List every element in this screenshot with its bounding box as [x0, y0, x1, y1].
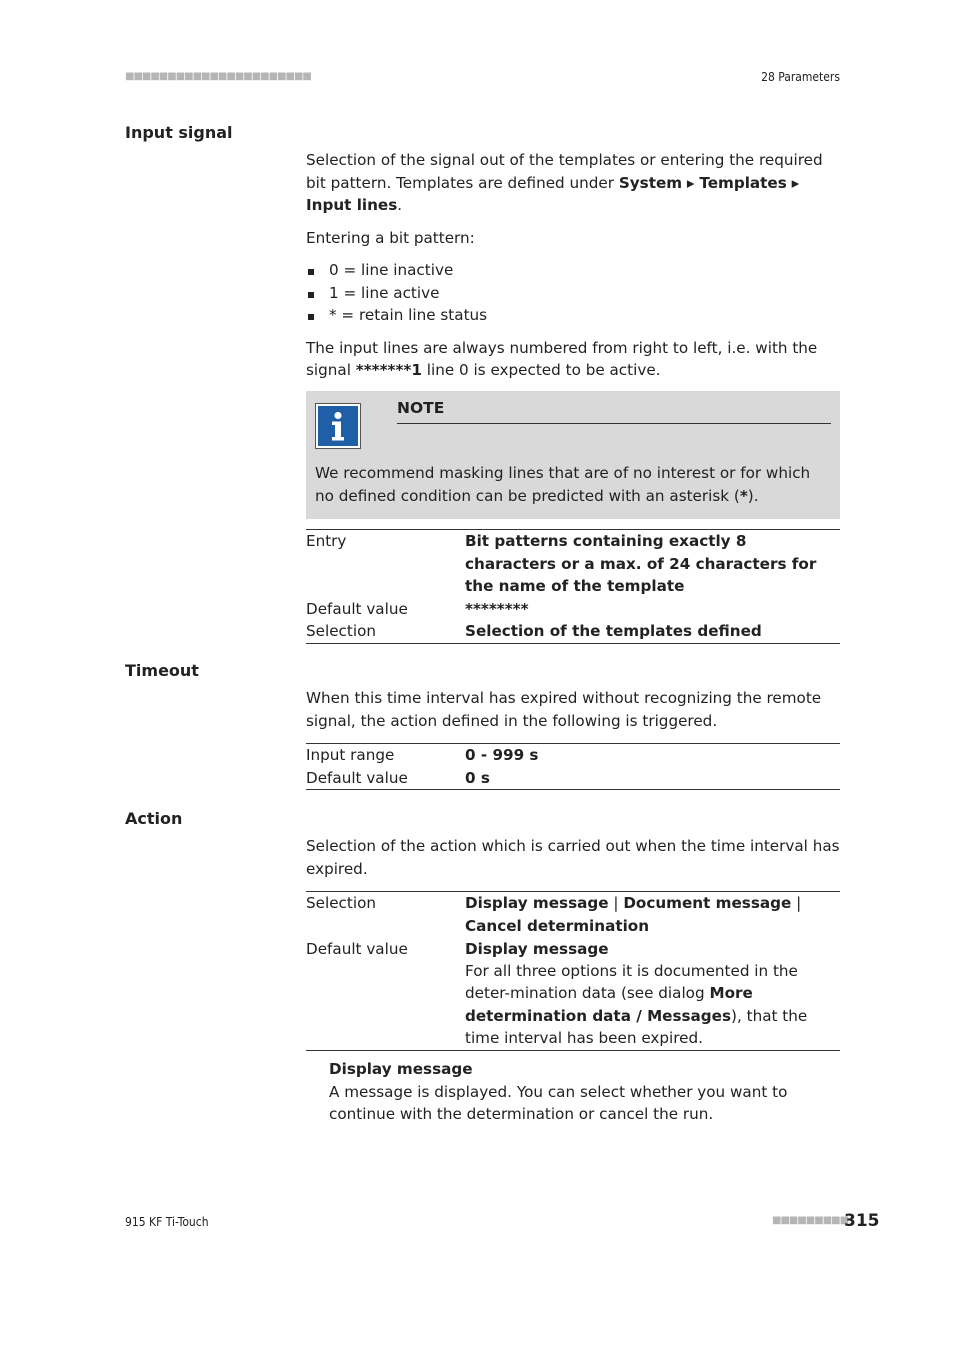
table-row	[306, 767, 840, 790]
row-key: Default value	[306, 599, 408, 618]
table-row	[306, 892, 840, 937]
option-document-message: Document message	[623, 894, 792, 912]
arrow: ▸	[786, 173, 800, 192]
row-value: Selection of the templates defined	[465, 622, 762, 640]
action-description: Selection of the action which is carried out when the time interval has expired.	[306, 837, 840, 878]
footer-dots: ■■■■■■■■■	[772, 1215, 849, 1226]
timeout-parameter-table	[306, 743, 840, 790]
table-row	[306, 620, 840, 643]
arrow: ▸	[682, 173, 700, 192]
list-item: * = retain line status	[306, 304, 842, 327]
list-item: 1 = line active	[306, 282, 842, 305]
input-signal-parameter-table	[306, 529, 840, 644]
option-display-message: Display message	[465, 894, 609, 912]
separator: |	[608, 894, 624, 912]
input-signal-description	[306, 149, 842, 382]
bit-pattern-list	[306, 259, 842, 327]
text: The input lines are always numbered from right to left, i.e. with the signal	[306, 338, 818, 379]
header-dots: ■■■■■■■■■■■■■■■■■■■■■■	[125, 71, 311, 82]
info-icon	[315, 403, 361, 449]
display-message-block	[329, 1058, 841, 1126]
dialog-name: More determination data / Messages	[465, 984, 753, 1025]
text: We recommend masking lines that are of no interest or for which no defined condition can be predicted with an asterisk (	[315, 464, 811, 505]
timeout-description: When this time interval has expired without recognizing the remote signal, the action defined in the following is triggered.	[306, 689, 822, 730]
row-key: Selection	[306, 894, 376, 912]
header-chapter: 28 Parameters	[761, 70, 840, 84]
row-value	[465, 892, 840, 937]
row-value: Bit patterns containing exactly 8 characters or a max. of 24 characters for the name of the template	[465, 532, 817, 595]
note-title: NOTE	[397, 399, 445, 417]
asterisk: *	[739, 486, 748, 505]
section-title-input-signal: Input signal	[125, 123, 233, 142]
row-value: ********	[465, 599, 529, 618]
footer-product: 915 KF Ti-Touch	[125, 1215, 209, 1229]
menu-path-templates: Templates	[699, 173, 787, 192]
signal-example: *******1	[355, 361, 422, 379]
text: line 0 is expected to be active.	[421, 361, 661, 379]
table-row	[306, 938, 840, 1050]
display-message-title: Display message	[329, 1060, 473, 1078]
menu-path-input-lines: Input lines	[306, 196, 398, 214]
row-key: Selection	[306, 622, 376, 640]
menu-path-system: System	[618, 173, 683, 192]
list-item: 0 = line inactive	[306, 259, 842, 282]
row-key: Default value	[306, 768, 408, 787]
action-parameter-table	[306, 891, 840, 1051]
default-value-description	[465, 960, 840, 1050]
display-message-text: A message is displayed. You can select whether you want to continue with the determination or cancel the run.	[329, 1082, 788, 1123]
period: .	[397, 196, 403, 214]
row-key: Default value	[306, 940, 408, 958]
separator: |	[791, 894, 802, 912]
table-row	[306, 598, 840, 621]
page-number: 315	[844, 1211, 880, 1231]
section-title-timeout: Timeout	[125, 661, 199, 680]
table-row	[306, 530, 840, 598]
row-key: Entry	[306, 532, 347, 550]
entering-label: Entering a bit pattern:	[306, 228, 475, 247]
note-divider	[397, 423, 831, 424]
text: ), that the time interval has been expired.	[465, 1006, 808, 1047]
section-title-action: Action	[125, 809, 183, 828]
row-value: 0 - 999 s	[465, 746, 539, 764]
paragraph-numbering	[306, 337, 842, 382]
row-value: 0 s	[465, 768, 490, 787]
text: Selection of the signal out of the templates or entering the required bit pattern. Templates are defined under	[306, 151, 823, 192]
option-cancel-determination: Cancel determination	[465, 916, 650, 935]
text: For all three options it is documented in the deter-mination data (see dialog	[465, 961, 798, 1002]
table-row	[306, 744, 840, 767]
default-value: Display message	[465, 940, 609, 958]
text: ).	[747, 486, 759, 505]
paragraph-templates	[306, 149, 842, 217]
row-value	[465, 938, 840, 1050]
row-key: Input range	[306, 746, 395, 764]
note-text	[315, 462, 830, 507]
